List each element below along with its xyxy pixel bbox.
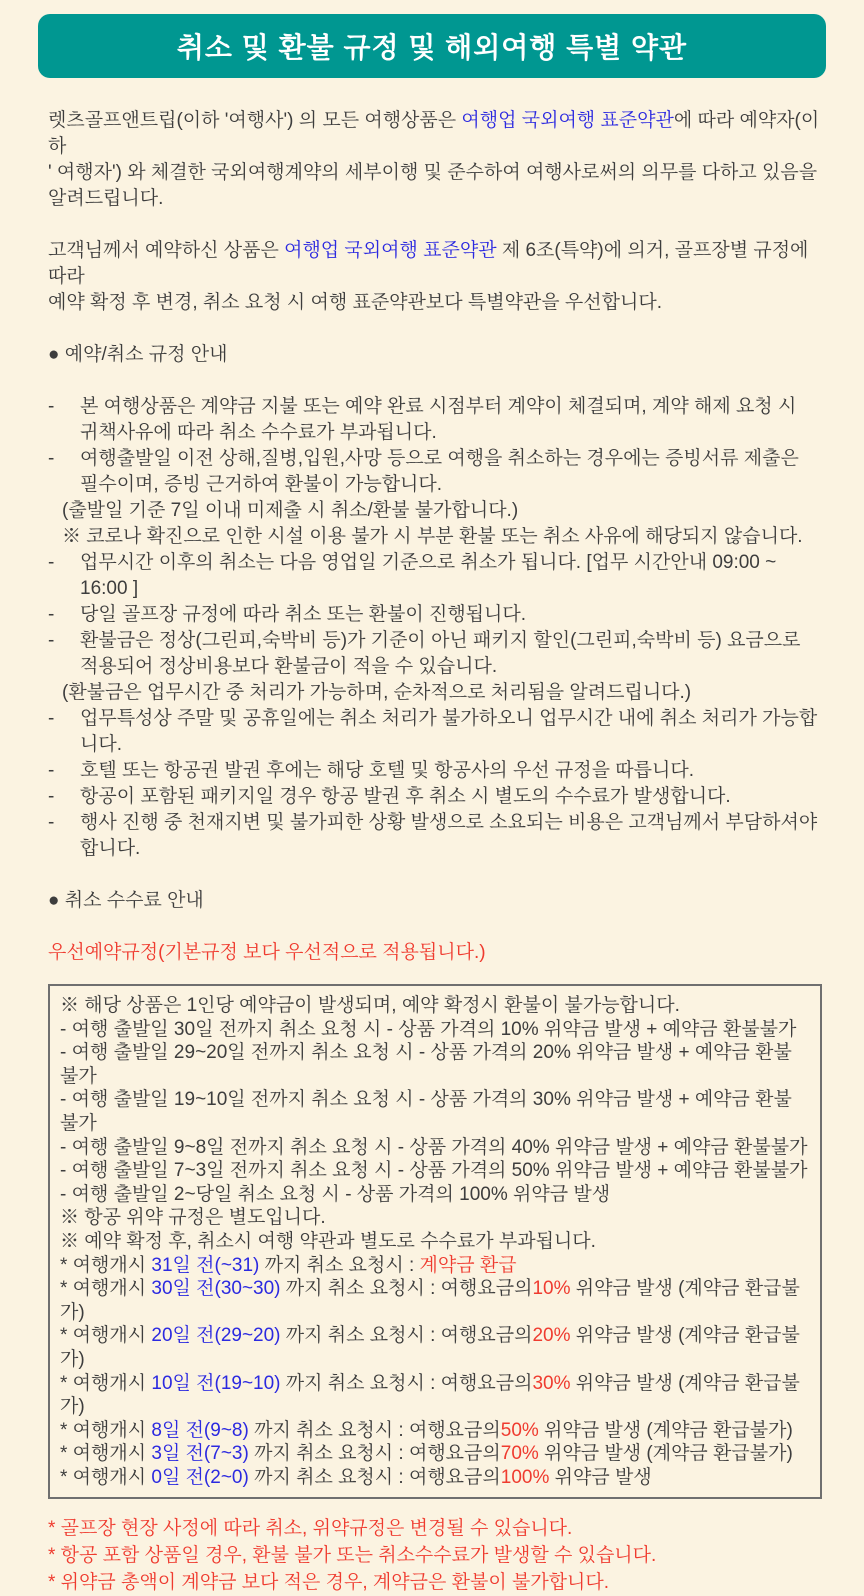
section-heading-reservation: ● 예약/취소 규정 안내 xyxy=(48,344,228,365)
text-segment: 위약금 발생 (계약금 환급불가) xyxy=(538,1419,793,1441)
text-segment: 까지 취소 요청시 : 여행요금의 xyxy=(280,1325,533,1347)
text-segment: 위약금 발생 (계약금 환급불가) xyxy=(60,1325,800,1370)
list-item-text: 본 여행상품은 계약금 지불 또는 예약 완료 시점부터 계약이 체결되며, 계약 해제 요청 시 xyxy=(80,396,797,417)
list-item-text: 행사 진행 중 천재지변 및 불가피한 상황 발생으로 소요되는 비용은 고객님께서 부담하셔야 xyxy=(80,812,818,833)
list-item-text: 항공이 포함된 패키지일 경우 항공 발권 후 취소 시 별도의 수수료가 발생합니다. xyxy=(80,786,731,807)
bullet-dash: - xyxy=(48,448,55,469)
highlight-blue: 30일 전(30~30) xyxy=(151,1278,281,1300)
text-segment: 까지 취소 요청시 : 여행요금의 xyxy=(248,1419,501,1441)
list-item xyxy=(48,706,824,758)
paragraph-line xyxy=(48,238,824,290)
text-segment: 까지 취소 요청시 : 여행요금의 xyxy=(280,1372,533,1394)
fee-line xyxy=(60,1254,810,1278)
highlight-blue: 0일 전(2~0) xyxy=(151,1466,249,1488)
bullet-dash: - xyxy=(48,630,55,651)
bullet-dash: - xyxy=(48,396,55,417)
fee-line xyxy=(60,1372,810,1419)
highlight-blue: 20일 전(29~20) xyxy=(151,1325,281,1347)
highlight-blue: 여행업 국외여행 표준약관 xyxy=(461,110,674,131)
list-item-text: 환불금은 정상(그린피,숙박비 등)가 기준이 아닌 패키지 할인(그린피,숙박비 등) 요금으로 xyxy=(80,630,801,651)
list-item-text: 업무특성상 주말 및 공휴일에는 취소 처리가 불가하오니 업무시간 내에 취소 처리가 가능합니다. xyxy=(80,708,818,755)
list-item xyxy=(48,810,824,836)
fee-line xyxy=(60,1442,810,1466)
bullet-dash: - xyxy=(48,812,55,833)
highlight-blue: 여행업 국외여행 표준약관 xyxy=(284,240,497,261)
fee-line xyxy=(60,1206,810,1230)
bullet-dash: - xyxy=(48,786,55,807)
list-item-continuation: 합니다. xyxy=(80,838,141,859)
cancellation-fee-box xyxy=(48,984,822,1499)
footer-warning: * 골프장 현장 사정에 따라 취소, 위약규정은 변경될 수 있습니다. xyxy=(48,1518,573,1540)
text-segment: ※ 해당 상품은 1인당 예약금이 발생되며, 예약 확정시 환불이 불가능합니다. xyxy=(60,995,680,1016)
fee-line xyxy=(60,1136,810,1160)
text-segment: - 여행 출발일 30일 전까지 취소 요청 시 - 상품 가격의 10% 위약금 발생 + 예약금 환불불가 xyxy=(60,1018,797,1040)
highlight-blue: 10일 전(19~10) xyxy=(151,1372,281,1394)
highlight-blue: 3일 전(7~3) xyxy=(151,1443,249,1465)
text-segment: - 여행 출발일 2~당일 취소 요청 시 - 상품 가격의 100% 위약금 발생 xyxy=(60,1183,611,1205)
list-item-note: ※ 코로나 확진으로 인한 시설 이용 불가 시 부분 환불 또는 취소 사유에 해당되지 않습니다. xyxy=(62,526,803,547)
list-item-text: 호텔 또는 항공권 발권 후에는 해당 호텔 및 항공사의 우선 규정을 따릅니다. xyxy=(80,760,694,781)
text-segment: * 여행개시 xyxy=(60,1372,152,1394)
fee-line xyxy=(60,1277,810,1324)
highlight-red: 계약금 환급 xyxy=(419,1254,517,1276)
intro-paragraph xyxy=(48,238,824,316)
highlight-red: 70% xyxy=(500,1443,539,1465)
footer-warning: * 항공 포함 상품일 경우, 환불 불가 또는 취소수수료가 발생할 수 있습니다. xyxy=(48,1545,657,1567)
footer-warnings xyxy=(48,1515,824,1596)
text-segment: 까지 취소 요청시 : 여행요금의 xyxy=(248,1466,501,1488)
highlight-red: 10% xyxy=(532,1278,571,1300)
text-segment: * 여행개시 xyxy=(60,1419,152,1441)
fee-line xyxy=(60,1088,810,1135)
list-item xyxy=(48,784,824,810)
fee-line xyxy=(60,1230,810,1254)
text-segment: 위약금 발생 (계약금 환급불가) xyxy=(60,1278,800,1323)
paragraph-line xyxy=(48,186,824,212)
text-segment: - 여행 출발일 9~8일 전까지 취소 요청 시 - 상품 가격의 40% 위약금 발생 + 예약금 환불불가 xyxy=(60,1136,808,1158)
text-segment: 에 따라 예약자(이하 xyxy=(48,110,820,157)
text-segment: * 여행개시 xyxy=(60,1278,152,1300)
text-segment: - 여행 출발일 7~3일 전까지 취소 요청 시 - 상품 가격의 50% 위약금 발생 + 예약금 환불불가 xyxy=(60,1160,808,1182)
footer-warning: * 위약금 총액이 계약금 보다 적은 경우, 계약금은 환불이 불가합니다. xyxy=(48,1572,610,1594)
text-segment: ※ 예약 확정 후, 취소시 여행 약관과 별도로 수수료가 부과됩니다. xyxy=(60,1230,596,1252)
text-segment: * 여행개시 xyxy=(60,1443,152,1465)
text-segment: 예약 확정 후 변경, 취소 요청 시 여행 표준약관보다 특별약관을 우선합니다. xyxy=(48,292,662,313)
paragraph-line xyxy=(48,108,824,160)
paragraph-line xyxy=(48,160,824,186)
fee-line xyxy=(60,1159,810,1183)
text-segment: 까지 취소 요청시 : xyxy=(259,1254,420,1276)
text-segment: 제 6조(특약)에 의거, 골프장별 규정에 따라 xyxy=(48,240,814,287)
fee-line xyxy=(60,1018,810,1042)
text-segment: 위약금 발생 (계약금 환급불가) xyxy=(538,1443,793,1465)
list-item-text: 당일 골프장 규정에 따라 취소 또는 환불이 진행됩니다. xyxy=(80,604,527,625)
page-title: 취소 및 환불 규정 및 해외여행 특별 약관 xyxy=(38,14,826,78)
bullet-dash: - xyxy=(48,760,55,781)
text-segment: 고객님께서 예약하신 상품은 xyxy=(48,240,285,261)
list-item-text: 업무시간 이후의 취소는 다음 영업일 기준으로 취소가 됩니다. [업무 시간안내 09:00 ~ 16:00 ] xyxy=(80,552,782,599)
fee-line xyxy=(60,1466,810,1490)
list-item-continuation: 필수이며, 증빙 근거하여 환불이 가능합니다. xyxy=(80,474,443,495)
text-segment: 알려드립니다. xyxy=(48,188,164,209)
bullet-dash: - xyxy=(48,552,55,573)
list-item xyxy=(48,550,824,602)
list-item-note: (출발일 기준 7일 이내 미제출 시 취소/환불 불가합니다.) xyxy=(62,500,519,521)
text-segment: * 여행개시 xyxy=(60,1325,152,1347)
text-segment: * 여행개시 xyxy=(60,1254,152,1276)
highlight-blue: 8일 전(9~8) xyxy=(151,1419,249,1441)
fee-line xyxy=(60,994,810,1018)
list-item xyxy=(48,628,824,654)
list-item xyxy=(48,758,824,784)
list-item xyxy=(48,446,824,472)
highlight-red: 50% xyxy=(500,1419,539,1441)
paragraph-line xyxy=(48,290,824,316)
fee-line xyxy=(60,1419,810,1443)
text-segment: 위약금 발생 (계약금 환급불가) xyxy=(60,1372,800,1418)
text-segment: 렛츠골프앤트립(이하 '여행사') 의 모든 여행상품은 xyxy=(48,110,462,131)
text-segment: 위약금 발생 xyxy=(549,1466,652,1488)
section-heading-fees: ● 취소 수수료 안내 xyxy=(48,890,204,911)
priority-rule-note: 우선예약규정(기본규정 보다 우선적으로 적용됩니다.) xyxy=(48,942,486,963)
intro-section xyxy=(48,108,824,316)
list-item-note: (환불금은 업무시간 중 처리가 가능하며, 순차적으로 처리됨을 알려드립니다.) xyxy=(62,682,692,703)
text-segment: - 여행 출발일 19~10일 전까지 취소 요청 시 - 상품 가격의 30% 위약금 발생 + 예약금 환불불가 xyxy=(60,1089,792,1134)
highlight-blue: 31일 전(~31) xyxy=(151,1254,260,1276)
fee-line xyxy=(60,1183,810,1207)
intro-paragraph xyxy=(48,108,824,212)
text-segment: * 여행개시 xyxy=(60,1466,152,1488)
list-item-continuation: 적용되어 정상비용보다 환불금이 적을 수 있습니다. xyxy=(80,656,498,677)
list-item xyxy=(48,602,824,628)
fee-line xyxy=(60,1324,810,1371)
text-segment: 까지 취소 요청시 : 여행요금의 xyxy=(280,1278,533,1300)
highlight-red: 20% xyxy=(532,1325,571,1347)
text-segment: 까지 취소 요청시 : 여행요금의 xyxy=(248,1443,501,1465)
reservation-policy-list xyxy=(48,394,824,862)
bullet-dash: - xyxy=(48,604,55,625)
list-item xyxy=(48,394,824,420)
list-item-continuation: 귀책사유에 따라 취소 수수료가 부과됩니다. xyxy=(80,422,437,443)
bullet-dash: - xyxy=(48,708,55,729)
text-segment: - 여행 출발일 29~20일 전까지 취소 요청 시 - 상품 가격의 20% 위약금 발생 + 예약금 환불불가 xyxy=(60,1042,792,1087)
list-item-text: 여행출발일 이전 상해,질병,입원,사망 등으로 여행을 취소하는 경우에는 증빙서류 제출은 xyxy=(80,448,799,469)
highlight-red: 100% xyxy=(500,1466,550,1488)
highlight-red: 30% xyxy=(532,1372,571,1394)
text-segment: ' 여행자') 와 체결한 국외여행계약의 세부이행 및 준수하여 여행사로써의 의무를 다하고 있음을 xyxy=(48,162,818,183)
text-segment: ※ 항공 위약 규정은 별도입니다. xyxy=(60,1207,326,1229)
document-body xyxy=(0,78,864,1596)
fee-line xyxy=(60,1041,810,1088)
